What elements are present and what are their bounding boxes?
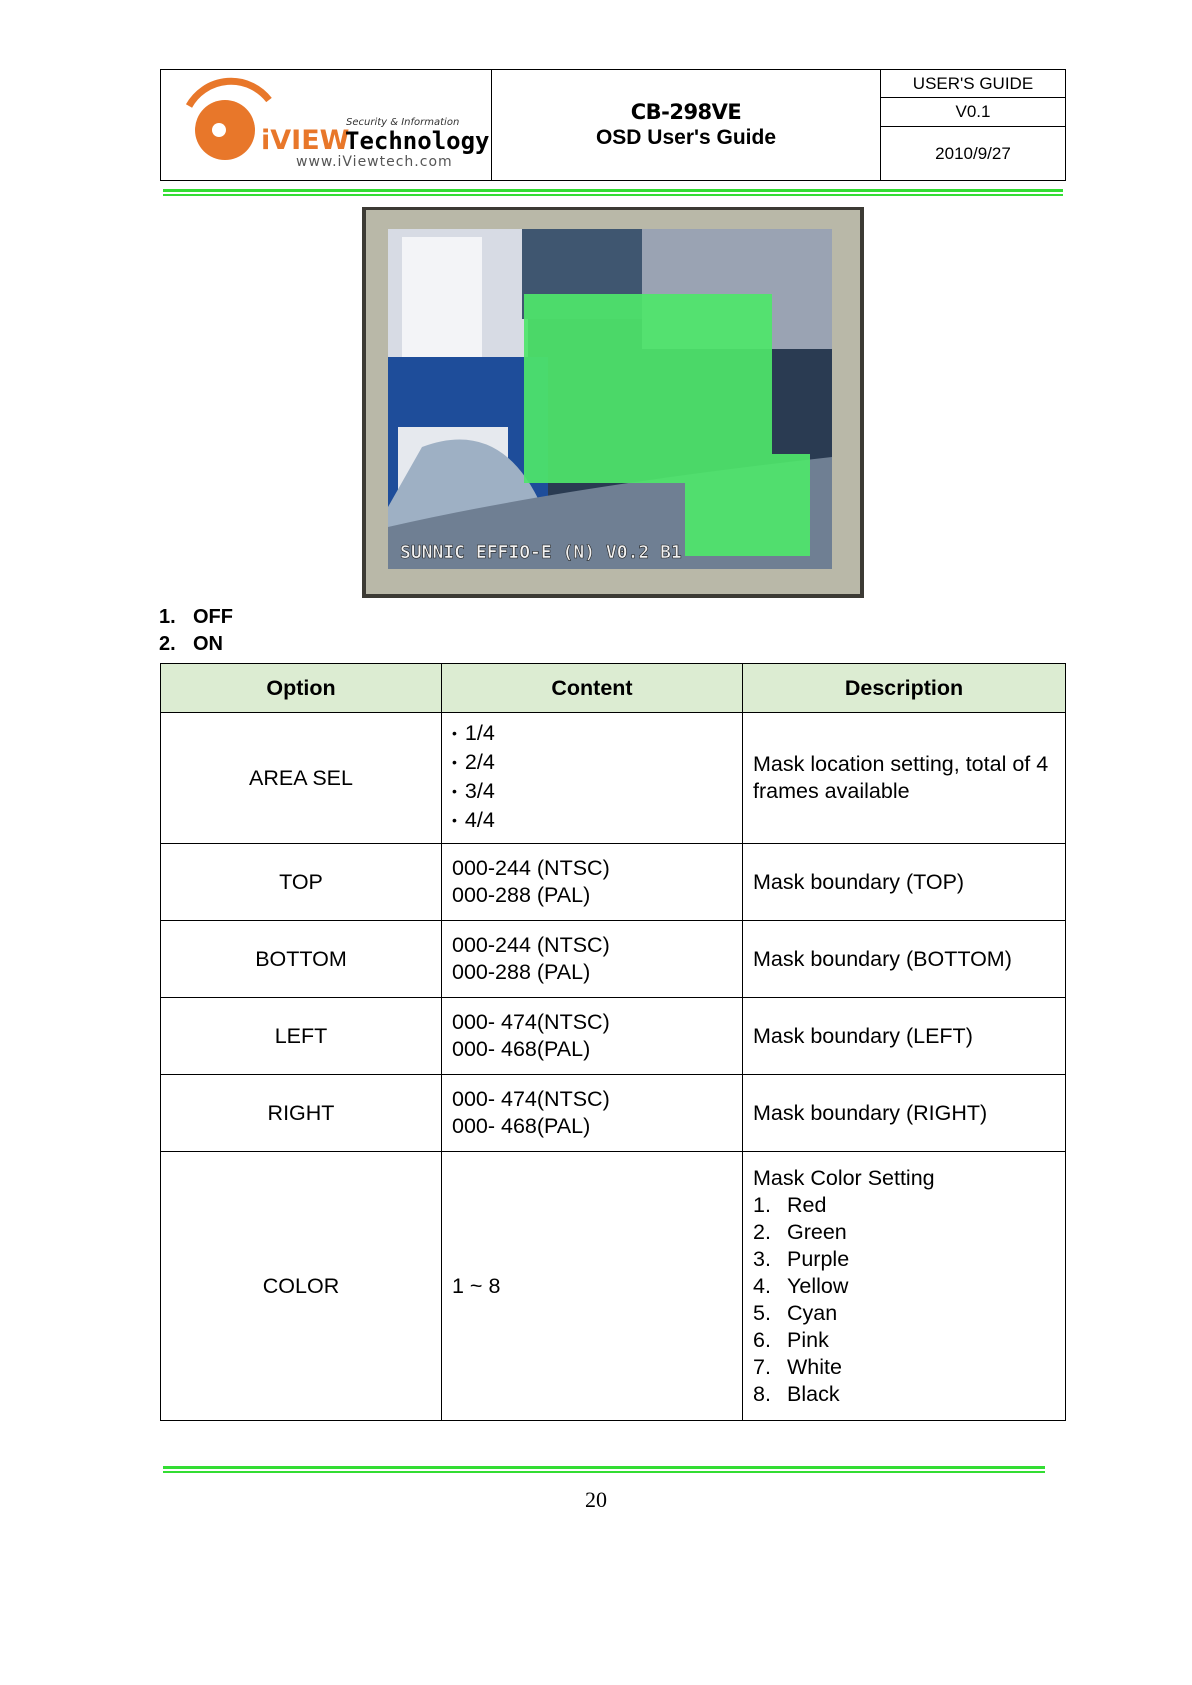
row-content: 1 ~ 8: [442, 1152, 743, 1421]
footer-rule-thin: [163, 1471, 1045, 1473]
table-row: [161, 1152, 1066, 1421]
header-description: Description: [743, 664, 1066, 713]
page-number: 20: [585, 1487, 607, 1512]
row-description: Mask boundary (BOTTOM): [743, 921, 1066, 998]
row-description: Mask location setting, total of 4 frames available: [743, 713, 1066, 844]
title-block: [492, 70, 881, 180]
list-item: 6. Pink: [753, 1327, 829, 1352]
options-table: [160, 663, 1066, 1421]
list-item: 4. Yellow: [753, 1273, 849, 1298]
doc-type: USER'S GUIDE: [881, 70, 1065, 98]
option-off-label: OFF: [193, 606, 233, 628]
doc-meta: [881, 70, 1065, 180]
document-header: [160, 69, 1066, 181]
list-item: • 3/4: [452, 778, 732, 807]
content-line: 000-244 (NTSC): [452, 933, 610, 957]
list-item: 7. White: [753, 1354, 842, 1379]
doc-version: V0.1: [881, 98, 1065, 127]
option-on-label: ON: [193, 633, 223, 655]
row-description: Mask boundary (TOP): [743, 844, 1066, 921]
row-content: [442, 921, 743, 998]
row-option: TOP: [161, 844, 442, 921]
content-line: 000- 474(NTSC): [452, 1087, 610, 1111]
row-content: [442, 844, 743, 921]
list-item: 8. Black: [753, 1381, 840, 1406]
list-item: 2. Green: [753, 1219, 847, 1244]
logo-brand2: Technology: [345, 127, 490, 155]
list-item: 5. Cyan: [753, 1300, 838, 1325]
list-item: • 4/4: [452, 807, 732, 836]
row-description: Mask boundary (LEFT): [743, 998, 1066, 1075]
osd-caption: SUNNIC EFFIO-E (N) V0.2 B1: [400, 542, 682, 563]
table-row: [161, 844, 1066, 921]
content-line: 000-288 (PAL): [452, 960, 591, 984]
logo-brand: iVIEW: [261, 125, 350, 156]
row-option: AREA SEL: [161, 713, 442, 844]
row-option: BOTTOM: [161, 921, 442, 998]
content-line: 000- 468(PAL): [452, 1114, 591, 1138]
content-line: 000- 474(NTSC): [452, 1010, 610, 1034]
logo: [161, 70, 492, 180]
row-content: [442, 998, 743, 1075]
row-option: LEFT: [161, 998, 442, 1075]
logo-url: www.iViewtech.com: [296, 154, 453, 170]
color-setting-title: Mask Color Setting: [753, 1165, 935, 1190]
list-item: • 1/4: [452, 720, 732, 749]
table-row: [161, 713, 1066, 844]
row-option: COLOR: [161, 1152, 442, 1421]
footer-rule: [163, 1466, 1045, 1469]
table-row: [161, 921, 1066, 998]
table-header-row: [161, 664, 1066, 713]
table-row: [161, 1075, 1066, 1152]
header-rule: [163, 189, 1063, 192]
row-content: [442, 1075, 743, 1152]
row-description: [743, 1152, 1066, 1421]
option-off-num: 1.: [159, 606, 176, 628]
iview-logo-icon: [161, 70, 491, 180]
monitor-photo: [362, 207, 864, 598]
header-rule-thin: [163, 194, 1063, 196]
row-description: Mask boundary (RIGHT): [743, 1075, 1066, 1152]
model-name: CB-298VE: [630, 100, 742, 124]
doc-date: 2010/9/27: [935, 143, 1011, 163]
content-line: 000- 468(PAL): [452, 1037, 591, 1061]
logo-tagline: Security & Information: [346, 117, 460, 128]
option-off: [159, 606, 233, 629]
doc-title: OSD User's Guide: [595, 126, 777, 149]
row-content: [442, 713, 743, 844]
list-item: • 2/4: [452, 749, 732, 778]
header-content: Content: [442, 664, 743, 713]
content-line: 000-244 (NTSC): [452, 856, 610, 880]
color-list: [753, 1192, 1055, 1408]
option-on: [159, 633, 223, 656]
content-line: 000-288 (PAL): [452, 883, 591, 907]
list-item: 1. Red: [753, 1192, 827, 1217]
list-item: 3. Purple: [753, 1246, 850, 1271]
table-row: [161, 998, 1066, 1075]
option-on-num: 2.: [159, 633, 176, 655]
header-option: Option: [161, 664, 442, 713]
row-option: RIGHT: [161, 1075, 442, 1152]
